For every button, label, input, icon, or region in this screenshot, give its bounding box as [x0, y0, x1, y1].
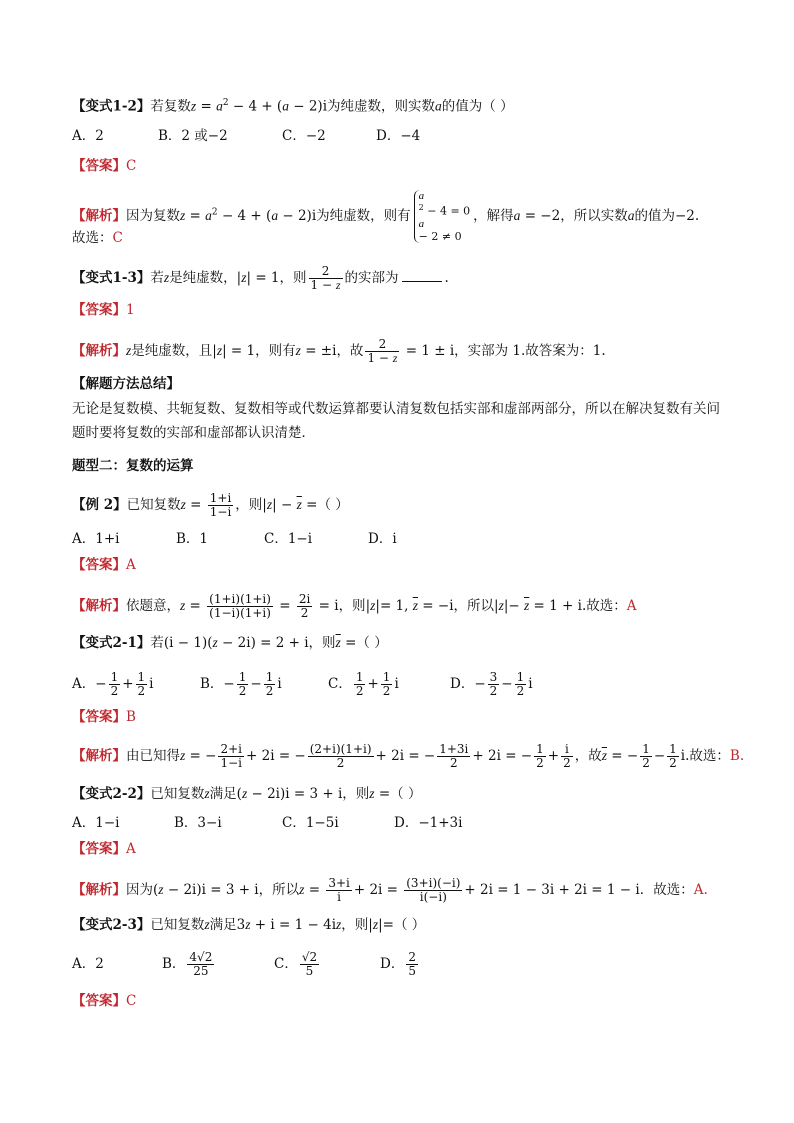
answer-label: 【答案】	[72, 302, 126, 318]
stem-text: 已知复数	[126, 497, 181, 514]
analysis-text: ，实部为 1.故答案为：1.	[454, 343, 606, 360]
stem-text: ，则	[308, 635, 336, 651]
analysis-text: 为纯虚数，则有	[316, 208, 411, 225]
question-tag: 【变式2-1】	[72, 635, 151, 651]
stem-text: .	[444, 270, 449, 287]
analysis-text: 是纯虚数，且	[131, 343, 213, 360]
analysis-text: 依题意，	[126, 598, 180, 615]
option-b: B． $\frac{4√2}{25}$	[162, 950, 213, 979]
analysis-label: 【解析】	[72, 208, 126, 225]
summary-heading: 【解题方法总结】	[72, 376, 180, 392]
fraction: $\frac{1+i}{1-i}$	[209, 491, 232, 520]
option-d: D． $\frac{2}{5}$	[380, 950, 416, 979]
option-d: D．−1+3i	[394, 815, 463, 831]
question-2-1: 【变式2-1】若(i − 1)(z − 2i) = 2 + i，则$\overline{z}$ =（ ）	[72, 635, 388, 651]
option-d: D．− $\frac{3}{2}$ − $\frac{1}{2}$ i	[450, 670, 533, 699]
stem-text: 的值为（ ）	[441, 98, 514, 115]
analysis-2-1: 【解析】由已知得z = − $\frac{2+i}{1-i}$ + 2i = − $\frac{(2+i)(1+i)}{2}$ + 2i = − $\frac{1+3i}{2}$ + 2i = − $\frac{1}{2}$ + $\frac{i}{2}$ ，故$\overline{z}$ = − $\frac{1}{2}$ − $\frac{1}{2}$ i.故选：B.	[72, 742, 745, 771]
analysis-text: 因为复数	[126, 208, 180, 225]
select-label: 故选：	[72, 230, 113, 246]
answer-value: A	[126, 841, 136, 857]
stem-text: 满足	[209, 786, 237, 802]
question-tag: 【变式1-3】	[72, 270, 151, 287]
analysis-text: ．故选：	[639, 882, 694, 899]
select-value: C	[112, 230, 123, 246]
answer-blank	[402, 269, 442, 282]
option-b: B．2 或−2	[158, 128, 228, 144]
analysis-text: ，解得	[473, 208, 514, 225]
analysis-text: ，则	[338, 598, 366, 615]
analysis-text: 的值为	[634, 208, 675, 225]
answer-label: 【答案】	[72, 993, 126, 1009]
analysis-text: 由已知得	[126, 748, 180, 765]
stem-text: （ ）	[317, 497, 349, 514]
equation-system: a $^2$ − 4 = 0 a − 2 ≠ 0	[414, 190, 471, 243]
option-c: C．1−5i	[282, 815, 339, 831]
select-1-2	[72, 230, 734, 247]
option-a: A．1−i	[72, 815, 120, 831]
stem-text: 已知复数	[150, 786, 205, 802]
question-tag: 【变式2-3】	[72, 917, 151, 933]
stem-text: 为纯虚数，则实数	[327, 98, 436, 115]
answer-value: C	[126, 158, 137, 174]
answer-1-2	[72, 158, 734, 175]
analysis-text: −2	[674, 208, 695, 225]
stem-text: 已知复数	[150, 917, 205, 933]
analysis-text: .故选：	[581, 598, 627, 615]
stem-text: 是纯虚数，	[169, 270, 237, 287]
answer-label: 【答案】	[72, 158, 126, 174]
analysis-label: 【解析】	[72, 598, 126, 615]
analysis-text: ，故	[574, 748, 602, 765]
stem-text: ，则	[235, 497, 263, 514]
question-tag: 【变式1-2】	[72, 98, 151, 115]
stem-text: ，则	[342, 786, 370, 802]
option-b: B．1	[176, 531, 209, 547]
answer-label: 【答案】	[72, 557, 126, 573]
stem-text: ，则	[341, 917, 369, 933]
stem-text: （ ）	[393, 917, 426, 933]
stem-text: 满足	[209, 917, 237, 933]
question-1-3: 【变式1-3】若z是纯虚数，|z| = 1，则 $\frac{2}{1 - z}$ 的实部为 .	[72, 264, 449, 293]
option-c: C．1−i	[264, 531, 313, 547]
select-value: A.	[693, 882, 708, 899]
analysis-text: ，所以	[453, 598, 495, 615]
analysis-text: 因为	[126, 882, 153, 899]
option-a: A．2	[72, 956, 104, 973]
options-2-3	[72, 951, 734, 978]
answer-value: A	[126, 557, 136, 573]
answer-label: 【答案】	[72, 841, 126, 857]
analysis-text: ，故	[336, 343, 364, 360]
analysis-label: 【解析】	[72, 882, 126, 899]
option-b: B．− $\frac{1}{2}$ − $\frac{1}{2}$ i	[200, 670, 282, 699]
stem-text: ，则	[279, 270, 307, 287]
answer-2-2	[72, 841, 734, 858]
answer-label: 【答案】	[72, 709, 126, 725]
stem-text: 的实部为	[344, 270, 399, 287]
fraction: $\frac{2i}{2}$	[298, 592, 311, 621]
analysis-ex2: 【解析】依题意，z = $\frac{(1+i)(1+i)}{(1-i)(1+i)}$ = $\frac{2i}{2}$ = i，则|z|= 1, $\overline{z} = -i$，所以$|z|- \overline{z} = 1 + i$.故选：A	[72, 592, 637, 621]
analysis-text: .故选：	[685, 748, 730, 765]
answer-ex2	[72, 557, 734, 574]
analysis-label: 【解析】	[72, 748, 126, 765]
select-value: A	[626, 598, 637, 615]
answer-value: 1	[126, 302, 135, 318]
options-1-2	[72, 128, 734, 145]
answer-value: B	[126, 709, 136, 725]
section-title: 题型二：复数的运算	[72, 458, 194, 474]
option-c: C．−2	[282, 128, 326, 144]
analysis-text: ，所以	[258, 882, 300, 899]
analysis-text: ，所以实数	[560, 208, 628, 225]
stem-text: 若复数	[150, 98, 191, 115]
answer-1-3	[72, 302, 734, 319]
question-tag: 【例 2】	[72, 497, 127, 514]
options-2-1	[72, 671, 734, 698]
option-a: A．2	[72, 128, 104, 144]
options-ex2	[72, 531, 734, 548]
option-b: B．3−i	[174, 815, 222, 831]
fraction: $\frac{(1+i)(1+i)}{(1-i)(1+i)}$	[209, 592, 271, 621]
option-a: A．1+i	[72, 531, 120, 547]
math-expr: z	[190, 98, 197, 114]
analysis-1-2: 【解析】因为复数$z = a^2 - 4 + (a - 2)i$为纯虚数，则有 a $^2$ − 4 = 0 a − 2 ≠ 0 ，解得a = −2，所以实数a的值为−2.	[72, 190, 700, 243]
analysis-text: .	[694, 208, 700, 225]
question-1-2: 【变式1-2】若复数$z = a^2 - 4 + (a - 2)i$为纯虚数，则实数a的值为（ ）	[72, 98, 514, 115]
select-value: B.	[729, 748, 745, 765]
answer-2-3	[72, 993, 734, 1010]
question-tag: 【变式2-2】	[72, 786, 151, 802]
stem-text: （ ）	[356, 635, 388, 651]
stem-text: 若	[150, 270, 164, 287]
example-2: 【例 2】已知复数z = $\frac{1+i}{1-i}$ ，则$|z| - \overline{z}$ =（ ）	[72, 491, 349, 520]
answer-value: C	[126, 993, 137, 1009]
analysis-1-3: 【解析】z是纯虚数，且|z| = 1，则有z = ±i，故 $\frac{2}{1 - z}$ = 1 ± i，实部为 1.故答案为：1.	[72, 337, 606, 366]
option-a: A．− $\frac{1}{2}$ + $\frac{1}{2}$ i	[72, 670, 154, 699]
option-d: D．i	[368, 531, 397, 547]
question-2-2: 【变式2-2】已知复数z满足(z − 2i)i = 3 + i，则z =（ ）	[72, 786, 422, 802]
summary-text: 无论是复数模、共轭复数、复数相等或代数运算都要认清复数包括实部和虚部两部分，所以在解决复数有关问题时要将复数的实部和虚部都认识清楚．	[72, 401, 720, 441]
question-2-3: 【变式2-3】已知复数z满足3z + i = 1 − 4iz，则|z|=（ ）	[72, 917, 426, 933]
option-c: C． $\frac{1}{2}$ + $\frac{1}{2}$ i	[328, 670, 399, 699]
option-d: D．−4	[376, 128, 421, 144]
analysis-2-2: 【解析】因为(z − 2i)i = 3 + i，所以z = $\frac{3+i}{i}$ + 2i = $\frac{(3+i)(-i)}{i(-i)}$ + 2i = 1 − 3i + 2i = 1 − i．故选：A.	[72, 876, 708, 905]
fraction: $\frac{2}{1 - z}$	[310, 264, 341, 293]
stem-text: （ ）	[390, 786, 422, 802]
answer-2-1	[72, 709, 734, 726]
fraction: $\frac{2}{1 - z}$	[367, 337, 398, 366]
options-2-2	[72, 815, 734, 832]
stem-text: 若	[150, 635, 164, 651]
option-c: C． $\frac{√2}{5}$	[274, 950, 318, 979]
analysis-text: ，则有	[255, 343, 296, 360]
analysis-label: 【解析】	[72, 343, 126, 360]
